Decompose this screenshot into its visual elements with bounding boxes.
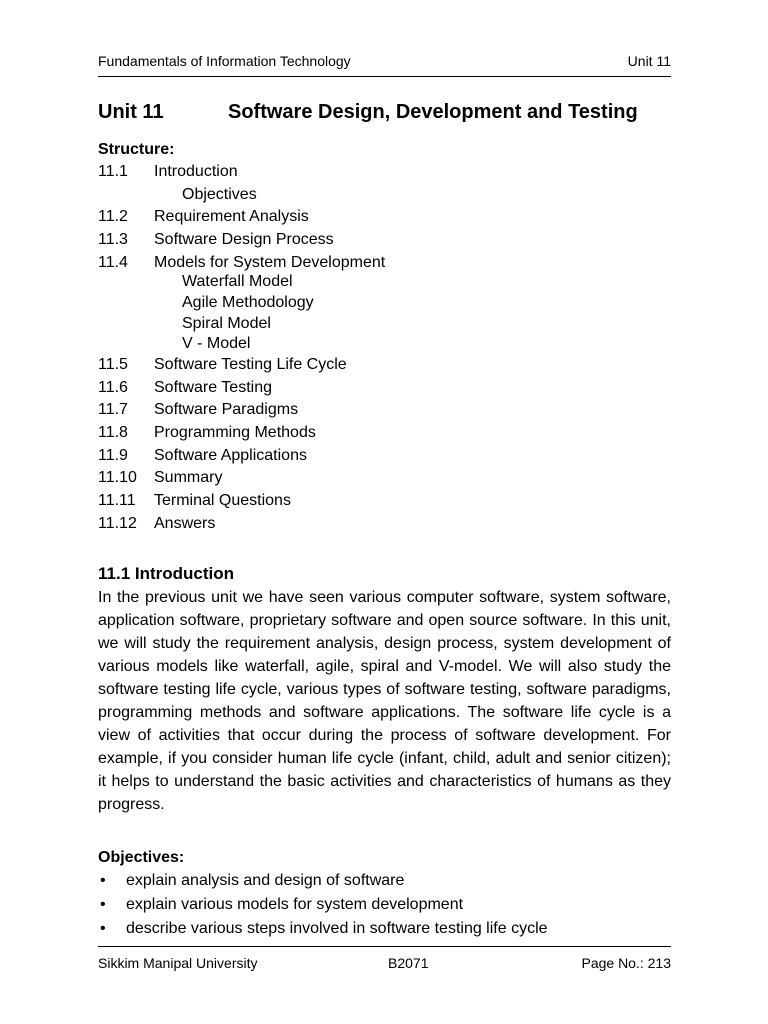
- toc-label: Software Testing: [154, 379, 272, 396]
- objective-text: describe various steps involved in software testing life cycle: [126, 920, 548, 937]
- running-header: [98, 53, 671, 73]
- toc-label: Programming Methods: [154, 424, 316, 441]
- header-unit: Unit 11: [627, 53, 671, 69]
- toc-label: Terminal Questions: [154, 492, 291, 509]
- toc-number: 11.5: [98, 356, 128, 373]
- unit-title-text: Software Design, Development and Testing: [228, 101, 638, 123]
- toc-sublabel: Agile Methodology: [182, 294, 314, 311]
- objectives-heading: Objectives:: [98, 849, 185, 866]
- document-page: [98, 0, 671, 1024]
- toc-label: Models for System Development: [154, 254, 386, 271]
- toc-number: 11.8: [98, 424, 128, 441]
- unit-number: Unit 11: [98, 101, 164, 123]
- toc-number: 11.1: [98, 163, 128, 180]
- toc-number: 11.6: [98, 379, 128, 396]
- unit-title: [98, 101, 671, 127]
- toc-sublabel: Waterfall Model: [182, 273, 293, 290]
- bullet-icon: •: [100, 872, 106, 889]
- toc-number: 11.10: [98, 469, 137, 486]
- introduction-paragraph: In the previous unit we have seen various computer software, system software, application software, proprietary software and open source software. In this unit, we will study the requirement analysis, design process, system development of various models like waterfall, agile, spiral and V-model. We will also study the software testing life cycle, various types of software testing, software paradigms, programming methods and software applications. The software life cycle is a view of activities that occur during the process of software development. For example, if you consider human life cycle (infant, child, adult and senior citizen); it helps to understand the basic activities and characteristics of humans as they progress.: [98, 589, 671, 813]
- toc-number: 11.4: [98, 254, 128, 271]
- book-title: Fundamentals of Information Technology: [98, 53, 351, 69]
- toc-number: 11.3: [98, 231, 128, 248]
- toc-label: Requirement Analysis: [154, 208, 309, 225]
- toc-number: 11.11: [98, 492, 136, 509]
- toc-label: Software Paradigms: [154, 401, 299, 418]
- bullet-icon: •: [100, 896, 106, 913]
- footer-university: Sikkim Manipal University: [98, 955, 258, 971]
- toc-label: Software Design Process: [154, 231, 334, 248]
- objective-text: explain analysis and design of software: [126, 872, 405, 889]
- header-rule: [98, 76, 671, 77]
- structure-heading: Structure:: [98, 141, 175, 158]
- toc-sublabel: V - Model: [182, 335, 251, 352]
- toc-sublabel: Spiral Model: [182, 315, 271, 332]
- section-heading-introduction: 11.1 Introduction: [98, 564, 235, 583]
- toc-label: Software Testing Life Cycle: [154, 356, 347, 373]
- toc-label: Answers: [154, 515, 216, 532]
- footer-page-number: Page No.: 213: [581, 955, 671, 971]
- toc-label: Introduction: [154, 163, 238, 180]
- toc-number: 11.12: [98, 515, 137, 532]
- bullet-icon: •: [100, 920, 106, 937]
- toc-number: 11.2: [98, 208, 128, 225]
- toc-number: 11.7: [98, 401, 128, 418]
- footer-rule: [98, 946, 671, 947]
- objective-text: explain various models for system development: [126, 896, 464, 913]
- page-footer: [98, 955, 671, 975]
- toc-number: 11.9: [98, 447, 128, 464]
- toc-label: Summary: [154, 469, 223, 486]
- footer-course-code: B2071: [388, 955, 429, 971]
- toc-label: Software Applications: [154, 447, 307, 464]
- toc-sublabel: Objectives: [182, 186, 257, 203]
